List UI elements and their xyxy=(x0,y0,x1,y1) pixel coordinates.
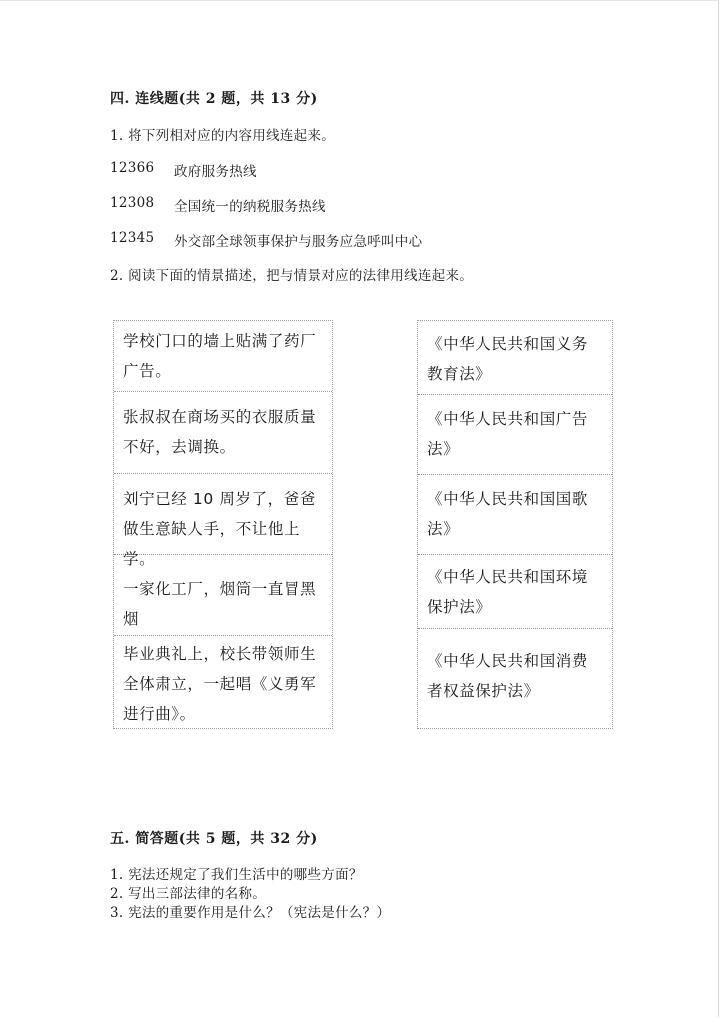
pair-desc: 政府服务热线 xyxy=(174,164,257,180)
scenario-cell: 一家化工厂，烟筒一直冒黑烟 xyxy=(114,555,332,636)
section-5-title: 五. 简答题(共 5 题，共 32 分) xyxy=(110,831,318,847)
pair-row xyxy=(110,160,257,180)
law-box xyxy=(417,320,613,729)
law-cell: 《中华人民共和国义务教育法》 xyxy=(418,321,612,395)
law-cell: 《中华人民共和国消费者权益保护法》 xyxy=(427,652,589,700)
short-question: 1. 宪法还规定了我们生活中的哪些方面？ xyxy=(110,867,363,883)
short-question: 3. 宪法的重要作用是什么？（宪法是什么？） xyxy=(110,905,391,921)
short-question: 2. 写出三部法律的名称。 xyxy=(110,886,267,902)
law-cell: 《中华人民共和国广告法》 xyxy=(418,395,612,475)
pair-row xyxy=(110,195,326,215)
law-cell: 《中华人民共和国国歌法》 xyxy=(418,475,612,555)
pair-desc: 外交部全球领事保护与服务应急呼叫中心 xyxy=(174,234,423,250)
law-cell: 《中华人民共和国环境保护法》 xyxy=(418,555,612,629)
pair-row xyxy=(110,230,422,250)
pair-code: 12366 xyxy=(110,160,155,176)
scenario-box xyxy=(113,320,333,729)
scenario-cell: 刘宁已经 10 周岁了，爸爸做生意缺人手，不让他上学。 xyxy=(114,474,332,555)
scenario-cell: 毕业典礼上，校长带领师生全体肃立，一起唱《义勇军进行曲》。 xyxy=(123,645,317,723)
q1-prompt: 1. 将下列相对应的内容用线连起来。 xyxy=(110,128,336,144)
section-4-title: 四. 连线题(共 2 题，共 13 分) xyxy=(110,91,318,107)
scenario-cell: 学校门口的墙上贴满了药厂广告。 xyxy=(114,321,332,392)
pair-code: 12345 xyxy=(110,230,155,246)
q2-prompt: 2. 阅读下面的情景描述，把与情景对应的法律用线连起来。 xyxy=(110,268,474,284)
pair-desc: 全国统一的纳税服务热线 xyxy=(174,199,326,215)
pair-code: 12308 xyxy=(110,195,155,211)
scenario-cell: 张叔叔在商场买的衣服质量不好，去调换。 xyxy=(114,392,332,474)
